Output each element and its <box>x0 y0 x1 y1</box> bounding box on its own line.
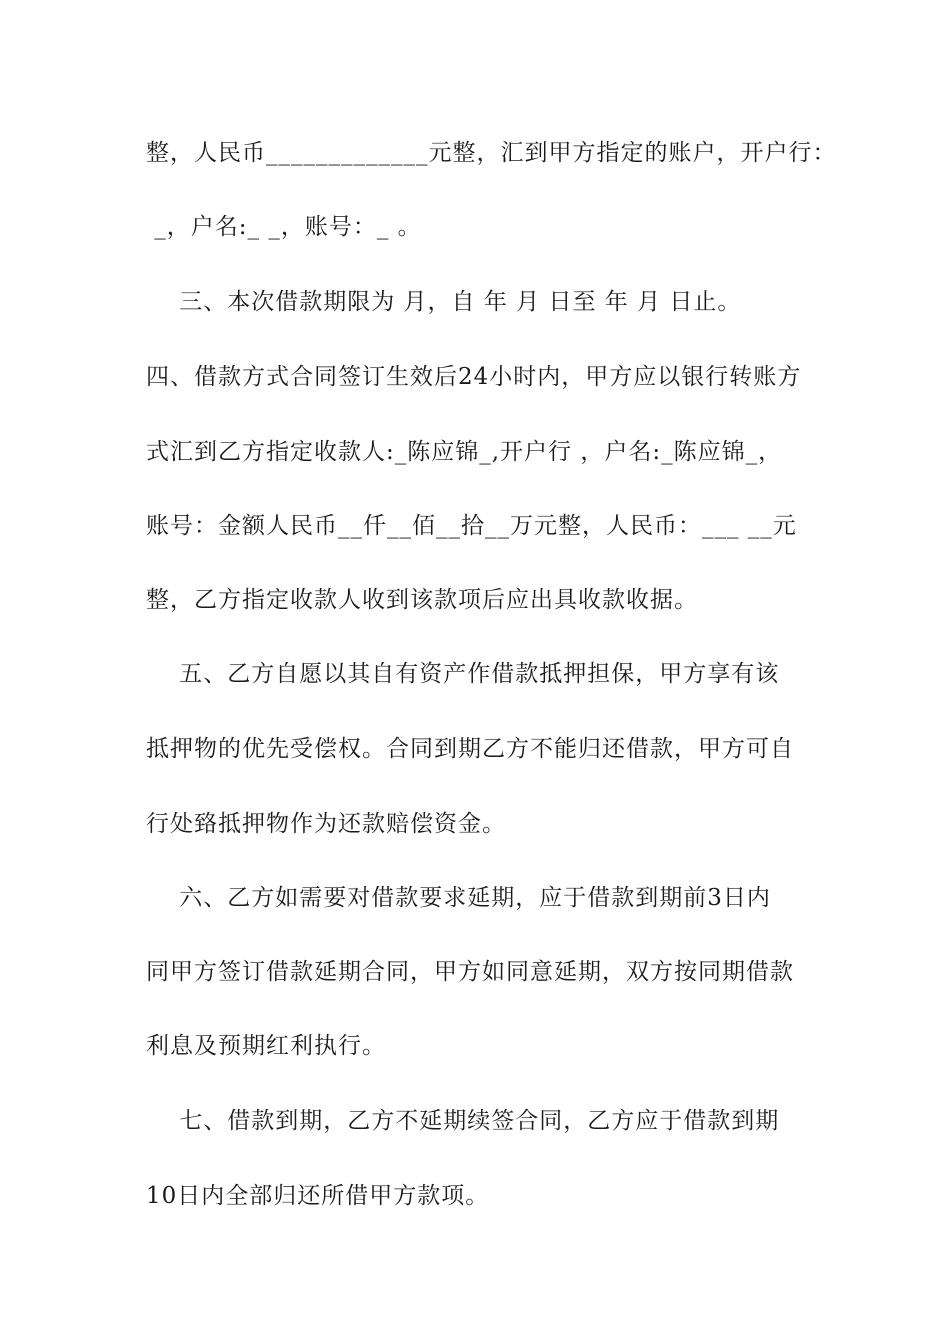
text-line-3: 三、本次借款期限为 月，自 年 月 日至 年 月 日止。 <box>146 289 742 315</box>
text-line-4: 四、借款方式合同签订生效后24小时内，甲方应以银行转账方 <box>146 364 802 390</box>
text-line-13: 利息及预期红利执行。 <box>146 1033 386 1059</box>
text-line-9: 抵押物的优先受偿权。合同到期乙方不能归还借款，甲方可自 <box>146 736 794 762</box>
text-line-5: 式汇到乙方指定收款人:_陈应锦_,开户行 ，户名:_陈应锦_， <box>146 439 783 465</box>
text-line-1: 整，人民币_____________元整，汇到甲方指定的账户，开户行： <box>146 140 837 166</box>
text-line-15: 10日内全部归还所借甲方款项。 <box>146 1183 490 1209</box>
text-line-10: 行处臵抵押物作为还款赔偿资金。 <box>146 811 506 837</box>
text-line-14: 七、借款到期，乙方不延期续签合同，乙方应于借款到期 <box>146 1108 780 1134</box>
text-line-6: 账号：金额人民币__仟__佰__拾__万元整，人民币：___ __元 <box>146 513 797 539</box>
text-line-12: 同甲方签订借款延期合同，甲方如同意延期，双方按同期借款 <box>146 959 794 985</box>
text-line-7: 整，乙方指定收款人收到该款项后应出具收款收据。 <box>146 587 698 613</box>
text-line-2: _，户名:_ _，账号：_ 。 <box>146 214 422 240</box>
text-line-8: 五、乙方自愿以其自有资产作借款抵押担保，甲方享有该 <box>146 661 780 687</box>
text-line-11: 六、乙方如需要对借款要求延期，应于借款到期前3日内 <box>146 885 771 911</box>
